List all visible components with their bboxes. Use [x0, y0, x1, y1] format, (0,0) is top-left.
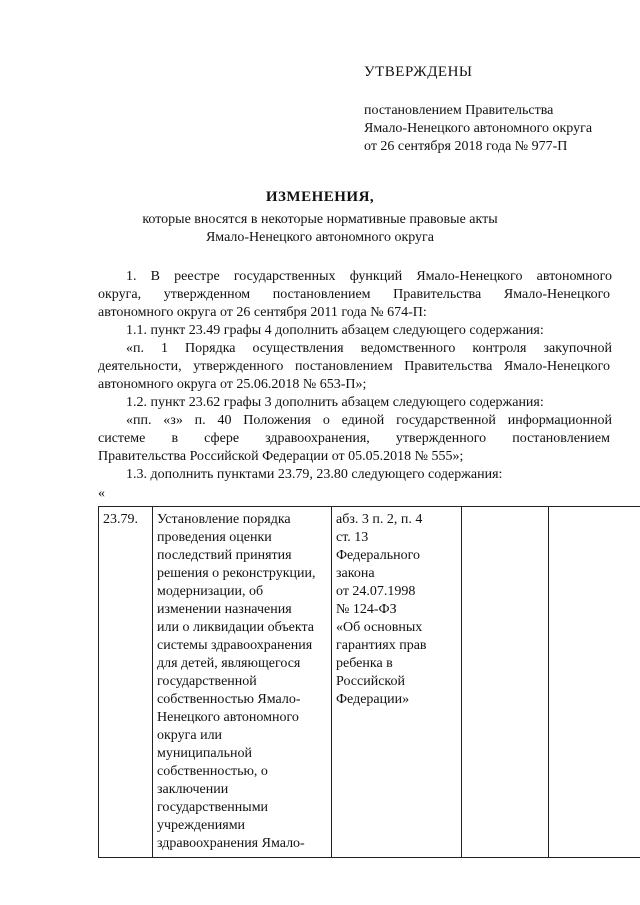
function-line: учреждениями	[157, 818, 246, 833]
decree-line: Ямало-Ненецкого автономного округа	[364, 121, 593, 136]
function-line: муниципальной	[157, 746, 253, 761]
function-line: системы здравоохранения	[157, 638, 313, 653]
legal-basis-cell	[332, 507, 462, 858]
basis-line: «Об основных	[336, 620, 423, 635]
function-line: последствий принятия	[157, 548, 292, 563]
function-line: собственностью, о	[157, 764, 268, 779]
function-line: собственностью Ямало-	[157, 692, 301, 707]
approval-heading: УТВЕРЖДЕНЫ	[364, 64, 473, 80]
basis-line: ст. 13	[336, 530, 369, 545]
quote-2-line: Правительства Российской Федерации от 05.05.2018 № 555»;	[98, 449, 464, 464]
function-line: Установление порядка	[157, 512, 291, 527]
quote-2-line: «пп. «з» п. 40 Положения о единой государственной информационной	[126, 413, 612, 428]
row-number-cell	[99, 507, 153, 858]
basis-line: Федерального	[336, 548, 421, 563]
basis-line: от 24.07.1998	[336, 584, 416, 599]
function-line: изменении назначения	[157, 602, 292, 617]
function-line: государственными	[157, 800, 269, 815]
document-subtitle-line: Ямало-Ненецкого автономного округа	[205, 230, 435, 245]
basis-line: № 124-ФЗ	[336, 602, 397, 617]
document-title: ИЗМЕНЕНИЯ,	[265, 189, 375, 205]
basis-line: гарантиях прав	[336, 638, 427, 653]
table-row	[99, 507, 640, 858]
quote-1-line: «п. 1 Порядка осуществления ведомственного контроля закупочной	[126, 341, 612, 356]
empty-cell	[549, 507, 640, 858]
function-line: здравоохранения Ямало-	[157, 836, 305, 851]
open-quote: «	[98, 486, 105, 501]
approval-decree	[364, 102, 592, 156]
basis-line: абз. 3 п. 2, п. 4	[336, 512, 423, 527]
paragraph-1-line: автономного округа от 26 сентября 2011 года № 674-П:	[98, 305, 427, 320]
function-line: государственной	[157, 674, 257, 689]
function-line: округа или	[157, 728, 223, 743]
function-line: Ненецкого автономного	[157, 710, 299, 725]
basis-line: Федерации»	[336, 692, 410, 707]
decree-line: постановлением Правительства	[364, 103, 554, 118]
paragraph-1-2: 1.2. пункт 23.62 графы 3 дополнить абзацем следующего содержания:	[126, 395, 544, 410]
quote-1-line: автономного округа от 25.06.2018 № 653-П»;	[98, 377, 367, 392]
paragraph-1-line: 1. В реестре государственных функций Ямало-Ненецкого автономного	[126, 269, 612, 284]
function-line: модернизации, об	[157, 584, 264, 599]
empty-cell	[462, 507, 549, 858]
row-number: 23.79.	[103, 512, 138, 527]
function-line: решения о реконструкции,	[157, 566, 316, 581]
functions-table	[98, 506, 640, 858]
basis-line: закона	[336, 566, 375, 581]
quote-2-line: системе в сфере здравоохранения, утвержденного постановлением	[98, 431, 610, 446]
quote-1-line: деятельности, утвержденного постановлением Правительства Ямало-Ненецкого	[98, 359, 610, 374]
function-line: для детей, являющегося	[157, 656, 301, 671]
basis-line: ребенка в	[336, 656, 393, 671]
paragraph-1-line: округа, утвержденном постановлением Правительства Ямало-Ненецкого	[98, 287, 610, 302]
function-line: или о ликвидации объекта	[157, 620, 315, 635]
paragraph-1-1: 1.1. пункт 23.49 графы 4 дополнить абзацем следующего содержания:	[126, 323, 544, 338]
basis-line: Российской	[336, 674, 405, 689]
function-line: заключении	[157, 782, 229, 797]
function-line: проведения оценки	[157, 530, 272, 545]
document-subtitle-line: которые вносятся в некоторые нормативные правовые акты	[142, 212, 498, 227]
function-cell	[153, 507, 332, 858]
paragraph-1-3: 1.3. дополнить пунктами 23.79, 23.80 следующего содержания:	[126, 467, 503, 482]
decree-line: от 26 сентября 2018 года № 977-П	[364, 139, 568, 154]
